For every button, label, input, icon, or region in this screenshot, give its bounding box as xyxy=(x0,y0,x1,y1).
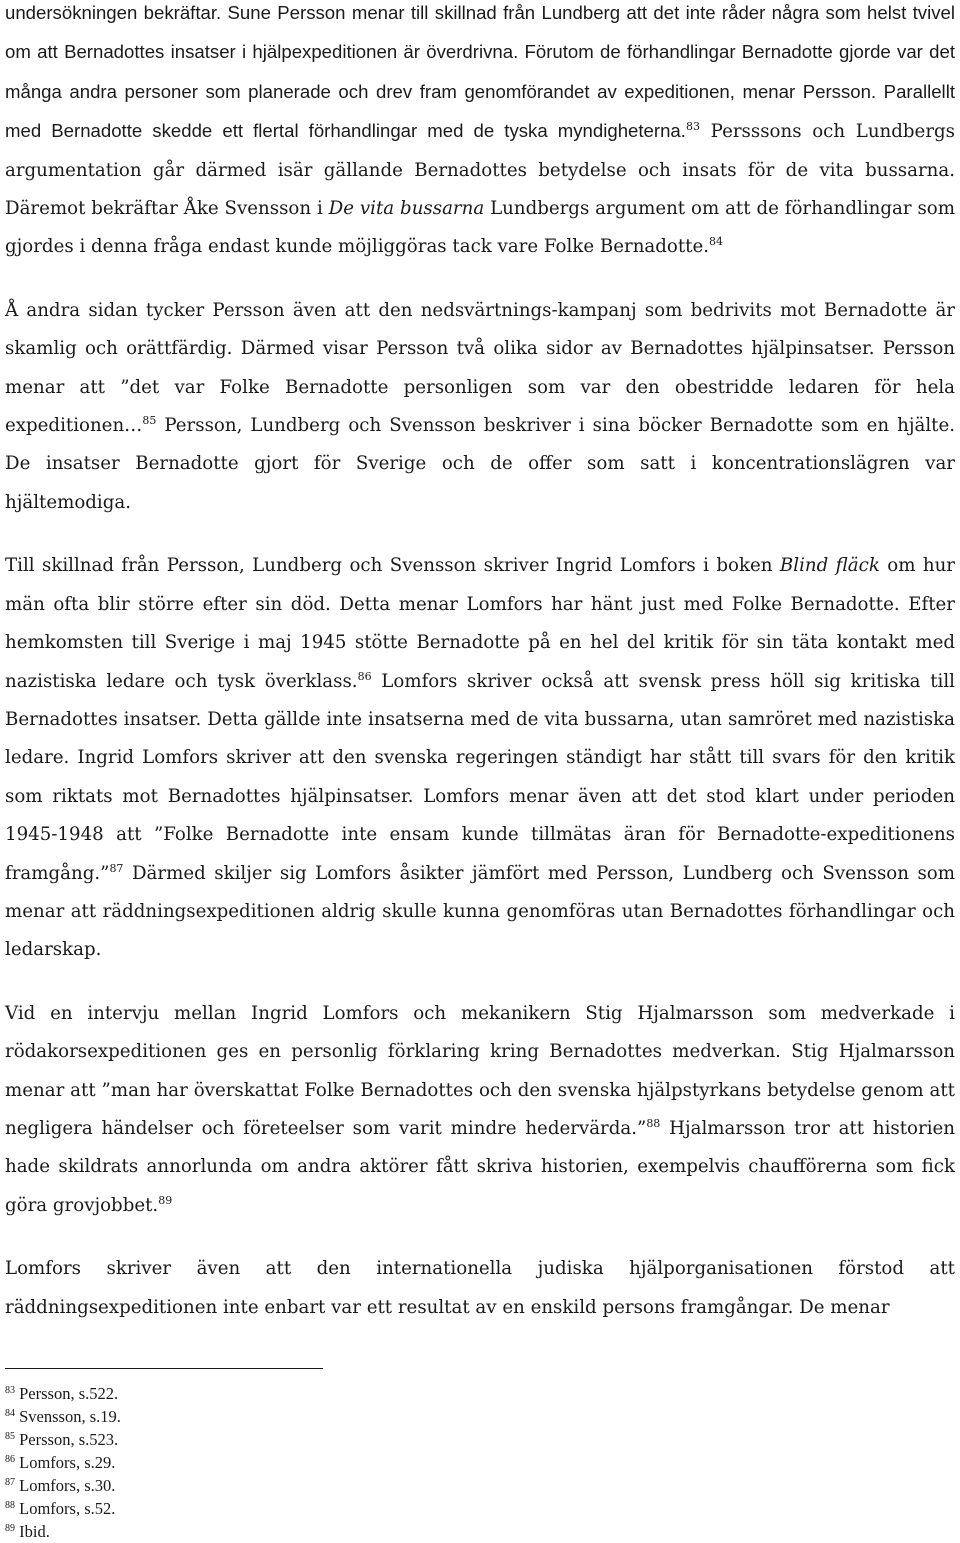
footnote-text: Lomfors, s.52. xyxy=(15,1499,116,1518)
footnote-text: Lomfors, s.29. xyxy=(15,1453,116,1472)
paragraph-2-text-a: Å andra sidan tycker Persson även att den nedsvärtnings-kampanj som bedrivits mot Bernadotte är skamlig och orättfärdig. Därmed visar Persson två olika sidor av Bernadottes hjälpinsatser. Persson menar att ”det var Folke Bernadotte personligen som var den obestridde ledaren för hela expeditionen… xyxy=(5,299,955,437)
footnote-number: 84 xyxy=(5,1408,15,1419)
footnote-text: Ibid. xyxy=(15,1522,50,1541)
footnote-number: 83 xyxy=(5,1385,15,1396)
footnotes xyxy=(5,1382,405,1543)
footnote-number: 88 xyxy=(5,1500,15,1511)
footnote-ref-87[interactable]: 87 xyxy=(109,861,124,875)
paragraph-3-text-a: Till skillnad från Persson, Lundberg och Svensson skriver Ingrid Lomfors i boken xyxy=(5,555,780,577)
paragraph-3-text-b: om hur män ofta blir större efter sin död. Detta menar Lomfors har hänt just med Folke Bernadotte. Efter hemkomsten till Sverige i maj 1945 stötte Bernadotte på en hel del kritik för sin täta kontakt med nazistiska ledare och tysk överklass. xyxy=(5,555,955,692)
footnote-number: 85 xyxy=(5,1431,15,1442)
paragraph-3-text-c: Lomfors skriver också att svensk press höll sig kritiska till Bernadottes insatser. Detta gällde inte insatserna med de vita bussarna, utan samröret med nazistiska ledare. Ingrid Lomfors skriver att den svenska regeringen ständigt har stått till svars för den kritik som riktats mot Bernadottes hjälpinsatser. Lomfors menar även att det stod klart under perioden 1945-1948 att ”Folke Bernadotte inte ensam kunde tillmätas äran för Bernadotte-expeditionens framgång.” xyxy=(5,670,955,884)
paragraph-spacer xyxy=(5,1225,955,1250)
footnote-number: 89 xyxy=(5,1523,15,1534)
paragraph-4-text-a: Vid en intervju mellan Ingrid Lomfors och mekanikern Stig Hjalmarsson som medverkade i rödakorsexpeditionen ges en personlig förklaring kring Bernadottes medverkan. Stig Hjalmarsson menar att ”man har överskattat Folke Bernadottes och den svenska hjälpstyrkans betydelse genom att negligera händelser och företeelser som varit mindre hedervärda.” xyxy=(5,1002,955,1139)
paragraph-5 xyxy=(5,1250,955,1327)
footnote-item xyxy=(5,1474,405,1497)
book-title-blind-flack: Blind fläck xyxy=(779,555,880,577)
footnote-item xyxy=(5,1520,405,1543)
footnote-text: Persson, s.522. xyxy=(15,1384,119,1403)
footnote-number: 86 xyxy=(5,1454,15,1465)
book-title-de-vita-bussarna: De vita bussarna xyxy=(328,198,485,220)
paragraph-4-text-b: Hjalmarsson tror att historien hade skildrats annorlunda om andra aktörer fått skriva historien, exempelvis chaufförerna som fick göra grovjobbet. xyxy=(5,1117,955,1216)
footnote-ref-88[interactable]: 88 xyxy=(646,1116,661,1130)
footnote-item xyxy=(5,1428,405,1451)
paragraph-2-text-b: Persson, Lundberg och Svensson beskriver i sina böcker Bernadotte som en hjälte. De insatser Bernadotte gjort för Sverige och de offer som satt i koncentrationslägren var hjältemodiga. xyxy=(5,415,955,513)
paragraph-3-text-d: Därmed skiljer sig Lomfors åsikter jämfört med Persson, Lundberg och Svensson som menar att räddningsexpeditionen aldrig skulle kunna genomföras utan Bernadottes förhandlingar och ledarskap. xyxy=(5,862,955,961)
footnote-item xyxy=(5,1451,405,1474)
paragraph-spacer xyxy=(5,267,955,292)
paragraph-1 xyxy=(5,0,955,267)
footnote-item xyxy=(5,1405,405,1428)
document-body xyxy=(5,0,955,1327)
paragraph-spacer xyxy=(5,970,955,995)
footnote-text: Persson, s.523. xyxy=(15,1430,119,1449)
paragraph-2 xyxy=(5,292,955,522)
footnote-ref-84[interactable]: 84 xyxy=(709,235,724,249)
footnote-ref-89[interactable]: 89 xyxy=(158,1193,173,1207)
footnote-ref-85[interactable]: 85 xyxy=(142,414,157,428)
footnote-item xyxy=(5,1382,405,1405)
paragraph-1-text-a: undersökningen bekräftar. Sune Persson menar till skillnad från Lundberg att det inte råder några som helst tvivel om att Bernadottes insatser i hjälpexpeditionen är överdrivna. Förutom de förhandlingar Bernadotte gjorde var det många andra personer som planerade och drev fram genomförandet av expeditionen, menar Persson. Parallellt med Bernadotte skedde ett flertal förhandlingar med de tyska myndigheterna. xyxy=(5,2,955,142)
footnote-text: Lomfors, s.30. xyxy=(15,1476,116,1495)
paragraph-1-text-c: Lundbergs argument om att de förhandlingar som gjordes i denna fråga endast kunde möjliggöras tack vare Folke Bernadotte. xyxy=(5,198,955,258)
paragraph-1-text-b: Persssons och Lundbergs argumentation går därmed isär gällande Bernadottes betydelse och insats för de vita bussarna. Däremot bekräftar Åke Svensson i xyxy=(5,121,955,220)
paragraph-3 xyxy=(5,547,955,969)
footnote-item xyxy=(5,1497,405,1520)
paragraph-spacer xyxy=(5,522,955,547)
footnote-ref-86[interactable]: 86 xyxy=(357,669,372,683)
footnote-text: Svensson, s.19. xyxy=(15,1407,121,1426)
paragraph-4 xyxy=(5,995,955,1225)
footnote-separator xyxy=(5,1368,323,1369)
paragraph-5-text-a: Lomfors skriver även att den internationella judiska hjälporganisationen förstod att räddningsexpeditionen inte enbart var ett resultat av en enskild persons framgångar. De menar xyxy=(5,1258,955,1318)
footnote-ref-83[interactable]: 83 xyxy=(685,120,700,134)
footnote-number: 87 xyxy=(5,1477,15,1488)
